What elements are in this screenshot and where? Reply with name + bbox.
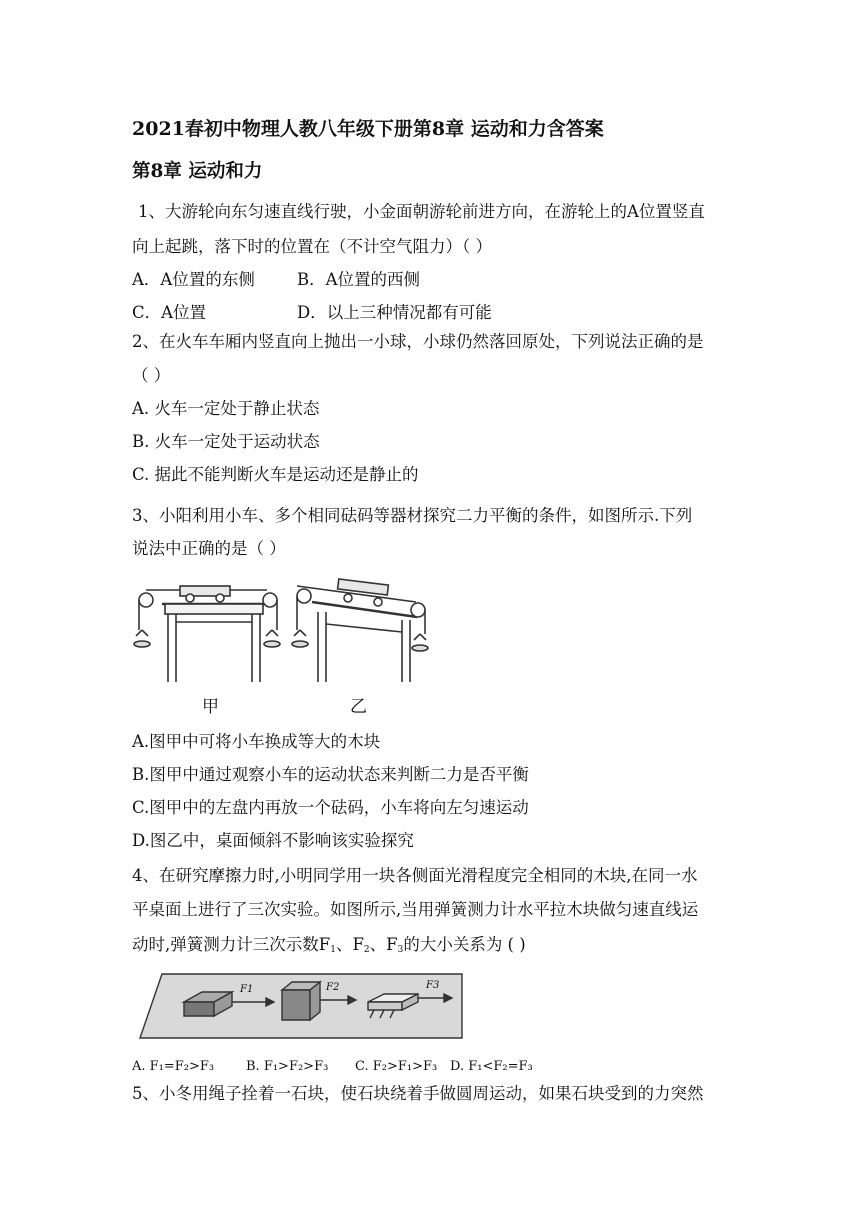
q2-line1: 2、在火车车厢内竖直向上抛出一小球，小球仍然落回原处，下列说法正确的是	[132, 332, 704, 351]
q4-line3-d: 的大小关系为 ( )	[403, 935, 526, 954]
figure-label-jia: 甲	[202, 697, 219, 717]
q2-option-b: B. 火车一定处于运动状态	[132, 432, 320, 451]
q4-option-b: B. F₁>F₂>F₃	[246, 1059, 329, 1074]
fig-label-f1: F1	[240, 984, 254, 995]
q3-option-d: D.图乙中，桌面倾斜不影响该实验探究	[132, 831, 414, 850]
q4-line3-c: 、F	[369, 935, 398, 954]
q2-option-a: A. 火车一定处于静止状态	[132, 399, 320, 418]
friction-blocks-illustration	[136, 968, 464, 1044]
q4-option-d: D. F₁<F₂=F₃	[450, 1059, 533, 1074]
q1-line2: 向上起跳，落下时的位置在（不计空气阻力）（ ）	[132, 237, 492, 256]
q3-figure	[132, 572, 432, 718]
q1-option-d: D．以上三种情况都有可能	[297, 303, 492, 322]
q4-line3-b: 、F	[335, 935, 364, 954]
q4-option-c: C. F₂>F₁>F₃	[355, 1059, 438, 1074]
figure-label-yi: 乙	[350, 697, 367, 717]
q4-figure	[136, 968, 464, 1044]
q3-option-a: A.图甲中可将小车换成等大的木块	[132, 732, 381, 751]
q2-line2: （ ）	[132, 366, 171, 385]
q4-sub1: 1	[330, 945, 336, 955]
balance-apparatus-illustration	[132, 572, 432, 718]
q1-option-c: C．A位置	[132, 303, 207, 322]
q4-sub2: 2	[363, 945, 370, 955]
q1-line1: 1、大游轮向东匀速直线行驶，小金面朝游轮前进方向，在游轮上的A位置竖直	[138, 202, 705, 221]
q5-line1: 5、小冬用绳子拴着一石块，使石块绕着手做圆周运动，如果石块受到的力突然	[132, 1084, 704, 1103]
doc-title: 2021春初中物理人教八年级下册第8章 运动和力含答案	[132, 118, 604, 140]
q4-sub3: 3	[397, 945, 404, 955]
q3-option-b: B.图甲中通过观察小车的运动状态来判断二力是否平衡	[132, 765, 529, 784]
q4-line2: 平桌面上进行了三次实验。如图所示,当用弹簧测力计水平拉木块做匀速直线运	[132, 900, 699, 919]
q4-option-a: A. F₁=F₂>F₃	[132, 1059, 215, 1074]
q1-option-a: A．A位置的东侧	[132, 270, 255, 289]
q3-option-c: C.图甲中的左盘内再放一个砝码，小车将向左匀速运动	[132, 798, 529, 817]
fig-label-f2: F2	[326, 982, 340, 993]
q3-line2: 说法中正确的是（ ）	[132, 539, 286, 558]
q3-line1: 3、小阳利用小车、多个相同砝码等器材探究二力平衡的条件，如图所示.下列	[132, 506, 693, 525]
q2-option-c: C. 据此不能判断火车是运动还是静止的	[132, 465, 419, 484]
fig-label-f3: F3	[426, 980, 440, 991]
q4-line1: 4、在研究摩擦力时,小明同学用一块各侧面光滑程度完全相同的木块,在同一水	[132, 866, 698, 885]
chapter-title: 第8章 运动和力	[132, 161, 263, 182]
q1-option-b: B．A位置的西侧	[297, 270, 421, 289]
q4-line3-a: 动时,弹簧测力计三次示数F	[132, 935, 331, 954]
q4-line3	[132, 934, 526, 961]
